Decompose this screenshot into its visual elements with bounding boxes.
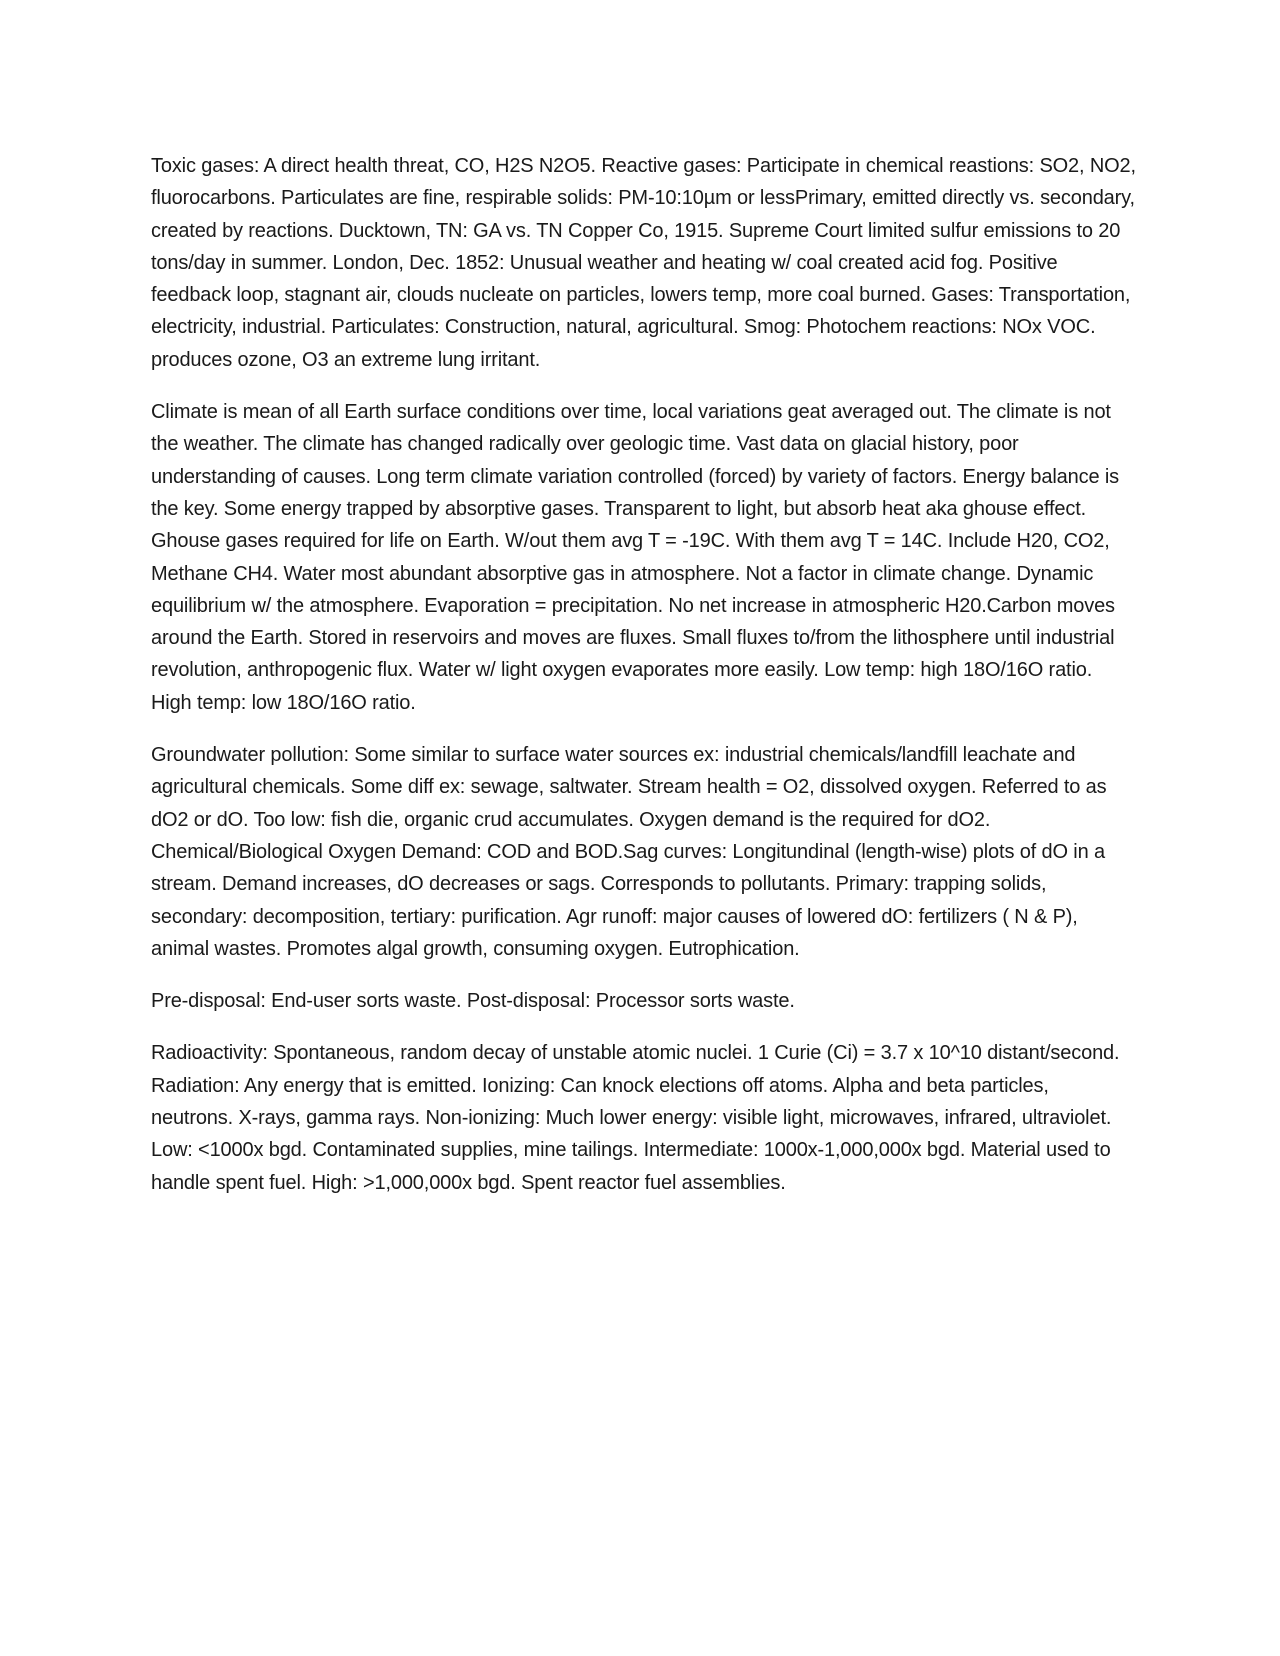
paragraph-radioactivity: Radioactivity: Spontaneous, random decay of unstable atomic nuclei. 1 Curie (Ci) = 3.7 x 10^10 distant/second. Radiation: Any energy that is emitted. Ionizing: Can knock elections off atoms. Alpha and beta particles, neutrons. X-rays, gamma rays. Non-ionizing: Much lower energy: visible light, microwaves, infrared, ultraviolet. Low: <1000x bgd. Contaminated supplies, mine tailings. Intermediate: 1000x-1,000,000x bgd. Material used to handle spent fuel. High: >1,000,000x bgd. Spent reactor fuel assemblies. (151, 1042, 1120, 1194)
paragraph-groundwater: Groundwater pollution: Some similar to surface water sources ex: industrial chemicals/landfill leachate and agricultural chemicals. Some diff ex: sewage, saltwater. Stream health = O2, dissolved oxygen. Referred to as dO2 or dO. Too low: fish die, organic crud accumulates. Oxygen demand is the required for dO2. Chemical/Biological Oxygen Demand: COD and BOD.Sag curves: Longitundinal (length-wise) plots of dO in a stream. Demand increases, dO decreases or sags. Corresponds to pollutants. Primary: trapping solids, secondary: decomposition, tertiary: purification. Agr runoff: major causes of lowered dO: fertilizers ( N & P), animal wastes. Promotes algal growth, consuming oxygen. Eutrophication. (151, 744, 1107, 960)
paragraph-waste-disposal: Pre-disposal: End-user sorts waste. Post-disposal: Processor sorts waste. (151, 990, 795, 1013)
paragraph-air-pollution: Toxic gases: A direct health threat, CO, H2S N2O5. Reactive gases: Participate in chemical reastions: SO2, NO2, fluorocarbons. Particulates are fine, respirable solids: PM-10:10µm or lessPrimary, emitted directly vs. secondary, created by reactions. Ducktown, TN: GA vs. TN Copper Co, 1915. Supreme Court limited sulfur emissions to 20 tons/day in summer. London, Dec. 1852: Unusual weather and heating w/ coal created acid fog. Positive feedback loop, stagnant air, clouds nucleate on particles, lowers temp, more coal burned. Gases: Transportation, electricity, industrial. Particulates: Construction, natural, agricultural. Smog: Photochem reactions: NOx VOC. produces ozone, O3 an extreme lung irritant. (151, 155, 1136, 371)
paragraph-climate: Climate is mean of all Earth surface conditions over time, local variations geat averaged out. The climate is not the weather. The climate has changed radically over geologic time. Vast data on glacial history, poor understanding of causes. Long term climate variation controlled (forced) by variety of factors. Energy balance is the key. Some energy trapped by absorptive gases. Transparent to light, but absorb heat aka ghouse effect. Ghouse gases required for life on Earth. W/out them avg T = -19C. With them avg T = 14C. Include H20, CO2, Methane CH4. Water most abundant absorptive gas in atmosphere. Not a factor in climate change. Dynamic equilibrium w/ the atmosphere. Evaporation = precipitation. No net increase in atmospheric H20.Carbon moves around the Earth. Stored in reservoirs and moves are fluxes. Small fluxes to/from the lithosphere until industrial revolution, anthropogenic flux. Water w/ light oxygen evaporates more easily. Low temp: high 18O/16O ratio. High temp: low 18O/16O ratio. (151, 401, 1119, 714)
document-body (151, 150, 1136, 1219)
